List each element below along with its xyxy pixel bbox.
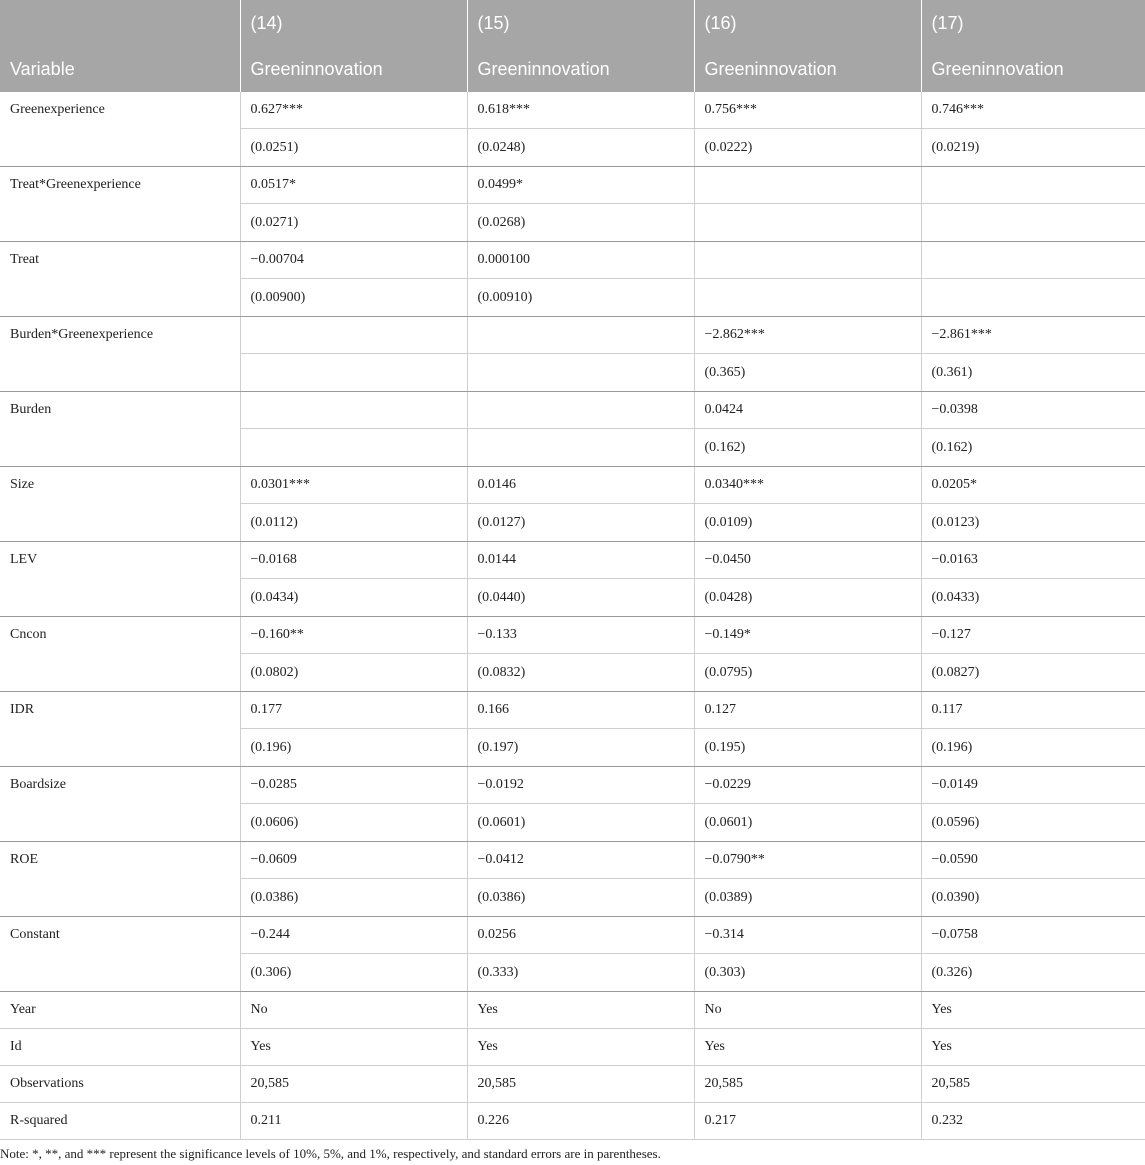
variable-name: ROE <box>0 842 240 917</box>
coefficient-cell: 0.0205* <box>921 467 1145 504</box>
coefficient-cell: −0.160** <box>240 617 467 654</box>
coefficient-cell: −0.0229 <box>694 767 921 804</box>
standard-error-cell: (0.0601) <box>694 804 921 842</box>
coefficient-cell <box>467 392 694 429</box>
coefficient-cell: 0.746*** <box>921 92 1145 129</box>
coefficient-cell: 0.127 <box>694 692 921 729</box>
summary-value: 0.232 <box>921 1103 1145 1140</box>
variable-name: Greenexperience <box>0 92 240 167</box>
standard-error-cell: (0.0219) <box>921 129 1145 167</box>
standard-error-cell: (0.0127) <box>467 504 694 542</box>
variable-name: Cncon <box>0 617 240 692</box>
coefficient-cell: 0.0146 <box>467 467 694 504</box>
summary-label: Id <box>0 1029 240 1066</box>
standard-error-cell: (0.0268) <box>467 204 694 242</box>
standard-error-cell: (0.0440) <box>467 579 694 617</box>
table-row <box>0 167 1145 204</box>
coefficient-cell: −0.0192 <box>467 767 694 804</box>
standard-error-cell: (0.0109) <box>694 504 921 542</box>
coefficient-cell: 0.618*** <box>467 92 694 129</box>
table-row <box>0 692 1145 729</box>
column-dep-16: Greeninnovation <box>694 46 921 92</box>
standard-error-cell: (0.0795) <box>694 654 921 692</box>
standard-error-cell: (0.0827) <box>921 654 1145 692</box>
standard-error-cell: (0.0802) <box>240 654 467 692</box>
summary-value: No <box>694 992 921 1029</box>
column-dep-14: Greeninnovation <box>240 46 467 92</box>
summary-value: Yes <box>240 1029 467 1066</box>
table-row-summary <box>0 1029 1145 1066</box>
variable-name: Treat <box>0 242 240 317</box>
standard-error-cell <box>921 204 1145 242</box>
standard-error-cell: (0.0606) <box>240 804 467 842</box>
coefficient-cell: −0.0450 <box>694 542 921 579</box>
standard-error-cell: (0.365) <box>694 354 921 392</box>
standard-error-cell: (0.0123) <box>921 504 1145 542</box>
column-dep-17: Greeninnovation <box>921 46 1145 92</box>
standard-error-cell: (0.0271) <box>240 204 467 242</box>
variable-name: Constant <box>0 917 240 992</box>
table-row <box>0 467 1145 504</box>
summary-label: Observations <box>0 1066 240 1103</box>
table-row <box>0 392 1145 429</box>
table-row <box>0 917 1145 954</box>
summary-value: 0.226 <box>467 1103 694 1140</box>
standard-error-cell: (0.0222) <box>694 129 921 167</box>
coefficient-cell: −0.314 <box>694 917 921 954</box>
standard-error-cell: (0.162) <box>921 429 1145 467</box>
summary-value: 20,585 <box>694 1066 921 1103</box>
coefficient-cell: 0.0424 <box>694 392 921 429</box>
variable-name: IDR <box>0 692 240 767</box>
table-body <box>0 92 1145 1140</box>
standard-error-cell: (0.0389) <box>694 879 921 917</box>
coefficient-cell: −0.0149 <box>921 767 1145 804</box>
summary-value: 20,585 <box>467 1066 694 1103</box>
summary-value: Yes <box>694 1029 921 1066</box>
coefficient-cell: 0.0499* <box>467 167 694 204</box>
coefficient-cell: −0.133 <box>467 617 694 654</box>
table-header <box>0 0 1145 92</box>
standard-error-cell: (0.197) <box>467 729 694 767</box>
standard-error-cell: (0.0428) <box>694 579 921 617</box>
standard-error-cell: (0.0386) <box>240 879 467 917</box>
column-number-14: (14) <box>240 0 467 46</box>
table-row <box>0 617 1145 654</box>
standard-error-cell: (0.333) <box>467 954 694 992</box>
coefficient-cell: −0.0609 <box>240 842 467 879</box>
summary-value: 0.211 <box>240 1103 467 1140</box>
coefficient-cell: −0.0285 <box>240 767 467 804</box>
coefficient-cell: 0.166 <box>467 692 694 729</box>
standard-error-cell: (0.196) <box>921 729 1145 767</box>
standard-error-cell <box>694 204 921 242</box>
standard-error-cell <box>240 429 467 467</box>
table-row <box>0 542 1145 579</box>
standard-error-cell: (0.326) <box>921 954 1145 992</box>
standard-error-cell: (0.306) <box>240 954 467 992</box>
table-row-summary <box>0 992 1145 1029</box>
coefficient-cell: −0.127 <box>921 617 1145 654</box>
standard-error-cell <box>240 354 467 392</box>
table-note: Note: *, **, and *** represent the significance levels of 10%, 5%, and 1%, respectively, and standard errors are in parentheses. <box>0 1146 661 1161</box>
coefficient-cell: −0.0412 <box>467 842 694 879</box>
standard-error-cell: (0.0390) <box>921 879 1145 917</box>
standard-error-cell: (0.0601) <box>467 804 694 842</box>
standard-error-cell: (0.196) <box>240 729 467 767</box>
coefficient-cell <box>694 242 921 279</box>
summary-value: 20,585 <box>921 1066 1145 1103</box>
table-row <box>0 317 1145 354</box>
standard-error-cell: (0.0596) <box>921 804 1145 842</box>
standard-error-cell: (0.0251) <box>240 129 467 167</box>
standard-error-cell: (0.0433) <box>921 579 1145 617</box>
standard-error-cell: (0.303) <box>694 954 921 992</box>
standard-error-cell: (0.0112) <box>240 504 467 542</box>
coefficient-cell: 0.756*** <box>694 92 921 129</box>
table-row-summary <box>0 1066 1145 1103</box>
coefficient-cell: −0.149* <box>694 617 921 654</box>
coefficient-cell: −0.00704 <box>240 242 467 279</box>
coefficient-cell: −0.0398 <box>921 392 1145 429</box>
summary-value: Yes <box>467 992 694 1029</box>
standard-error-cell <box>694 279 921 317</box>
column-dep-15: Greeninnovation <box>467 46 694 92</box>
table-row <box>0 92 1145 129</box>
summary-value: 20,585 <box>240 1066 467 1103</box>
coefficient-cell: −2.862*** <box>694 317 921 354</box>
coefficient-cell <box>467 317 694 354</box>
coefficient-cell <box>694 167 921 204</box>
coefficient-cell: −0.0790** <box>694 842 921 879</box>
summary-value: 0.217 <box>694 1103 921 1140</box>
standard-error-cell: (0.00900) <box>240 279 467 317</box>
standard-error-cell: (0.162) <box>694 429 921 467</box>
coefficient-cell <box>921 167 1145 204</box>
coefficient-cell: −0.0590 <box>921 842 1145 879</box>
variable-name: Size <box>0 467 240 542</box>
standard-error-cell: (0.361) <box>921 354 1145 392</box>
standard-error-cell: (0.195) <box>694 729 921 767</box>
standard-error-cell: (0.00910) <box>467 279 694 317</box>
standard-error-cell: (0.0386) <box>467 879 694 917</box>
standard-error-cell: (0.0248) <box>467 129 694 167</box>
coefficient-cell: −0.0758 <box>921 917 1145 954</box>
table-row <box>0 842 1145 879</box>
variable-name: Burden*Greenexperience <box>0 317 240 392</box>
coefficient-cell: 0.0517* <box>240 167 467 204</box>
table-row <box>0 242 1145 279</box>
variable-name: Burden <box>0 392 240 467</box>
standard-error-cell: (0.0832) <box>467 654 694 692</box>
coefficient-cell <box>921 242 1145 279</box>
standard-error-cell <box>467 354 694 392</box>
variable-name: LEV <box>0 542 240 617</box>
coefficient-cell: −0.0168 <box>240 542 467 579</box>
variable-header: Variable <box>0 0 240 92</box>
standard-error-cell <box>467 429 694 467</box>
coefficient-cell: −0.244 <box>240 917 467 954</box>
coefficient-cell: 0.627*** <box>240 92 467 129</box>
summary-label: Year <box>0 992 240 1029</box>
coefficient-cell: 0.177 <box>240 692 467 729</box>
summary-value: Yes <box>467 1029 694 1066</box>
summary-label: R-squared <box>0 1103 240 1140</box>
coefficient-cell: −0.0163 <box>921 542 1145 579</box>
summary-value: Yes <box>921 992 1145 1029</box>
standard-error-cell: (0.0434) <box>240 579 467 617</box>
table-row <box>0 767 1145 804</box>
coefficient-cell: 0.0256 <box>467 917 694 954</box>
summary-value: No <box>240 992 467 1029</box>
variable-name: Boardsize <box>0 767 240 842</box>
coefficient-cell: 0.117 <box>921 692 1145 729</box>
coefficient-cell <box>240 317 467 354</box>
table-row-summary <box>0 1103 1145 1140</box>
coefficient-cell <box>240 392 467 429</box>
summary-value: Yes <box>921 1029 1145 1066</box>
coefficient-cell: −2.861*** <box>921 317 1145 354</box>
coefficient-cell: 0.0340*** <box>694 467 921 504</box>
column-number-16: (16) <box>694 0 921 46</box>
variable-name: Treat*Greenexperience <box>0 167 240 242</box>
column-number-17: (17) <box>921 0 1145 46</box>
coefficient-cell: 0.000100 <box>467 242 694 279</box>
standard-error-cell <box>921 279 1145 317</box>
coefficient-cell: 0.0301*** <box>240 467 467 504</box>
coefficient-cell: 0.0144 <box>467 542 694 579</box>
column-number-15: (15) <box>467 0 694 46</box>
